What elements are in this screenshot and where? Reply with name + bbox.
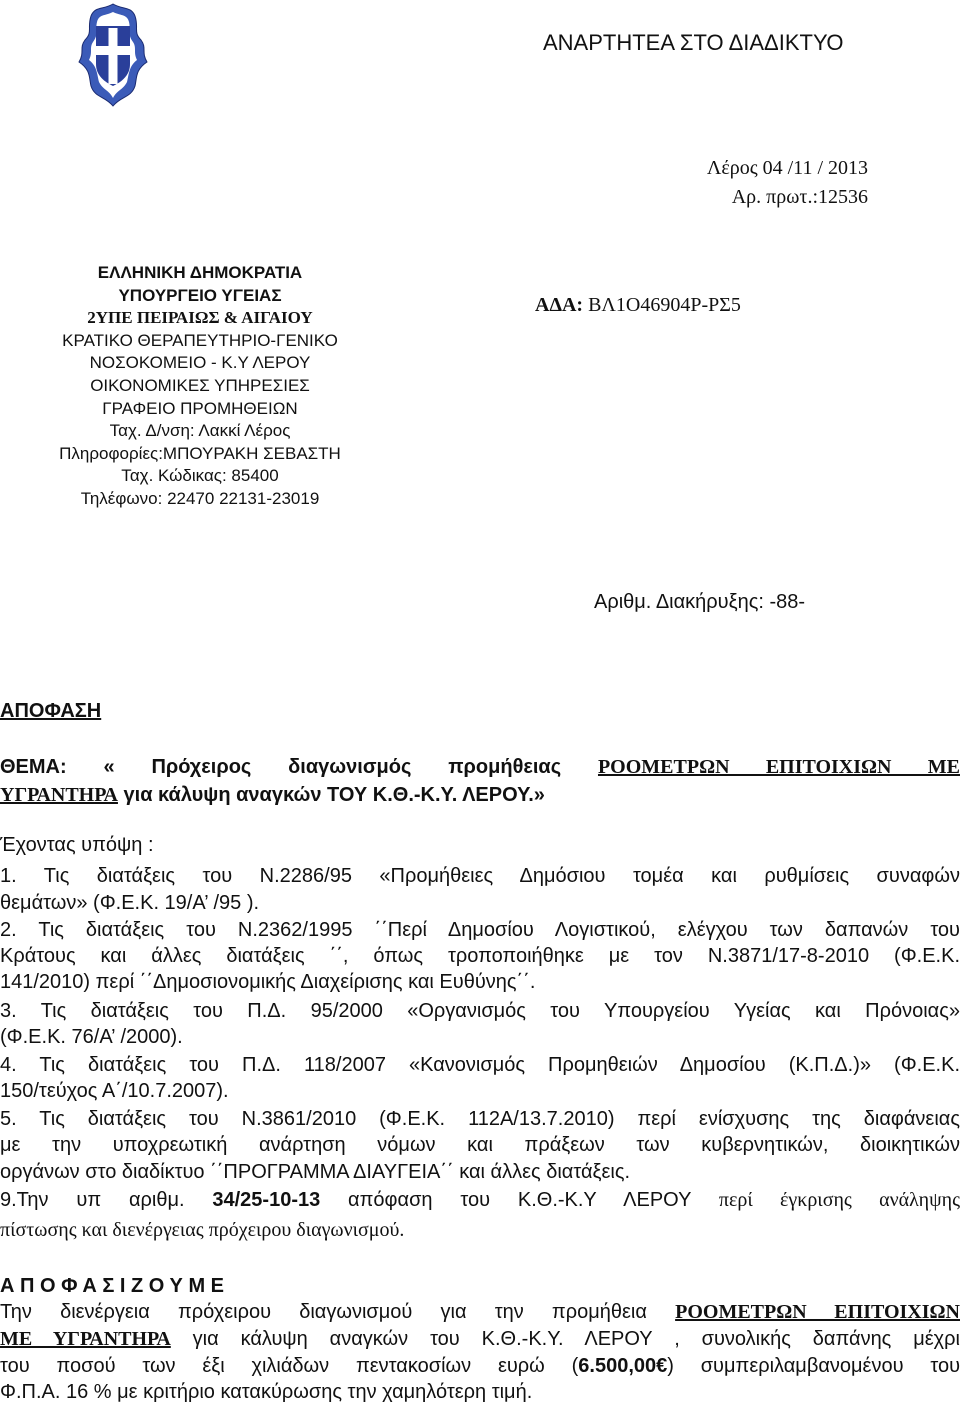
- item-9-line-2: πίστωσης και διενέργειας πρόχειρου διαγωνισμού.: [0, 1219, 405, 1241]
- decision-reference: 34/25-10-13: [212, 1189, 321, 1211]
- item-9-line-1: 9.Την υπ αριθμ. 34/25-10-13 απόφαση του Κ.Θ.-Κ.Υ ΛΕΡΟΥ περί έγκρισης ανάληψης: [0, 1189, 960, 1211]
- item-3-line-2: (Φ.Ε.Κ. 76/Α’ /2000).: [0, 1026, 183, 1048]
- ministry-line: ΚΡΑΤΙΚΟ ΘΕΡΑΠΕΥΤΗΡΙΟ-ΓΕΝΙΚΟ: [62, 330, 338, 350]
- phone-line: Τηλέφωνο: 22470 22131-23019: [80, 488, 320, 508]
- item-2-line-3: 141/2010) περί ΄΄Δημοσιονομικής Διαχείρισης και Ευθύνης΄΄.: [0, 971, 536, 993]
- decision-item: ΡΟΟΜΕΤΡΩΝ ΕΠΙΤΟΙΧΙΩΝ: [675, 1301, 960, 1323]
- subject-line-1: ΘΕΜΑ: « Πρόχειρος διαγωνισμός προμήθειας ΡΟΟΜΕΤΡΩΝ ΕΠΙΤΟΙΧΙΩΝ ΜΕ: [0, 756, 960, 778]
- item-5-line-3: οργάνων στο διαδίκτυο ΄΄ΠΡΟΓΡΑΜΜΑ ΔΙΑΥΓΕΙΑ΄΄ και άλλες διατάξεις.: [0, 1161, 631, 1183]
- postal-code-line: Ταχ. Κώδικας: 85400: [121, 466, 279, 486]
- item-4-line-2: 150/τεύχος Α΄/10.7.2007).: [0, 1080, 229, 1102]
- decision-line-3: του ποσού των έξι χιλιάδων πεντακοσίων ευρώ (6.500,00€) συμπεριλαμβανομένου του: [0, 1355, 960, 1377]
- protocol-number: Αρ. πρωτ.:12536: [731, 186, 868, 208]
- item-5-line-2: με την υποχρεωτική ανάρτηση νόμων και πράξεων των κυβερνητικών, διοικητικών: [0, 1134, 960, 1156]
- ada-value: ΒΛ1Ο46904Ρ-ΡΣ5: [588, 294, 741, 316]
- decision-heading: ΑΠΟΦΑΣΗ: [0, 700, 102, 722]
- decision-line-4: Φ.Π.Α. 16 % με κριτήριο κατακύρωσης την χαμηλότερη τιμή.: [0, 1381, 533, 1403]
- decision-line-1: Την διενέργεια πρόχειρου διαγωνισμού για την προμήθεια ΡΟΟΜΕΤΡΩΝ ΕΠΙΤΟΙΧΙΩΝ: [0, 1301, 960, 1323]
- item-4-line-1: 4. Τις διατάξεις του Π.Δ. 118/2007 «Κανονισμός Προμηθειών Δημοσίου (Κ.Π.Δ.)» (Φ.Ε.Κ.: [0, 1054, 960, 1076]
- address-line: Ταχ. Δ/νση: Λακκί Λέρος: [109, 421, 291, 441]
- document-date: Λέρος 04 /11 / 2013: [706, 157, 868, 179]
- considering-label: Έχοντας υπόψη :: [0, 834, 154, 856]
- item-5-line-1: 5. Τις διατάξεις του Ν.3861/2010 (Φ.Ε.Κ. 112Α/13.7.2010) περί ενίσχυσης της διαφάνειας: [0, 1108, 960, 1130]
- ministry-line: ΝΟΣΟΚΟΜΕΙΟ - Κ.Υ ΛΕΡΟΥ: [89, 353, 311, 373]
- greek-coat-of-arms-icon: [75, 2, 151, 108]
- subject-line-2: ΥΓΡΑΝΤΗΡΑ για κάλυψη αναγκών ΤΟΥ Κ.Θ.-Κ.Υ. ΛΕΡΟΥ.»: [0, 784, 545, 806]
- decision-item: ΜΕ ΥΓΡΑΝΤΗΡΑ: [0, 1328, 171, 1350]
- item-2-line-1: 2. Τις διατάξεις του Ν.2362/1995 ΄΄Περί Δημοσίου Λογιστικού, ελέγχου των δαπανών του: [0, 919, 960, 941]
- ministry-line: ΥΠΟΥΡΓΕΙΟ ΥΓΕΙΑΣ: [118, 285, 282, 305]
- ministry-line: ΕΛΛΗΝΙΚΗ ΔΗΜΟΚΡΑΤΙΑ: [97, 263, 303, 282]
- item-1-line-2: θεμάτων» (Φ.Ε.Κ. 19/Α’ /95 ).: [0, 892, 260, 914]
- contact-person-line: Πληροφορίες:ΜΠΟΥΡΑΚΗ ΣΕΒΑΣΤΗ: [59, 443, 341, 463]
- ada-line: [535, 294, 741, 317]
- subject-item: ΥΓΡΑΝΤΗΡΑ: [0, 784, 118, 806]
- decision-line-2: ΜΕ ΥΓΡΑΝΤΗΡΑ για κάλυψη αναγκών του Κ.Θ.-Κ.Υ. ΛΕΡΟΥ , συνολικής δαπάνης μέχρι: [0, 1328, 960, 1350]
- item-1-line-1: 1. Τις διατάξεις του Ν.2286/95 «Προμήθειες Δημόσιου τομέα και ρυθμίσεις συναφών: [0, 865, 960, 887]
- header-title: ΑΝΑΡΤΗΤΕΑ ΣΤΟ ΔΙΑΔΙΚΤΥΟ: [543, 30, 844, 55]
- ministry-block: [30, 262, 370, 511]
- ministry-line: 2ΥΠΕ ΠΕΙΡΑΙΩΣ & ΑΙΓΑΙΟΥ: [87, 308, 313, 328]
- ministry-line: ΟΙΚΟΝΟΜΙΚΕΣ ΥΠΗΡΕΣΙΕΣ: [90, 375, 310, 395]
- subject-item: ΡΟΟΜΕΤΡΩΝ ΕΠΙΤΟΙΧΙΩΝ ΜΕ: [597, 756, 960, 778]
- item-2-line-2: Κράτους και άλλες διατάξεις ΄΄, όπως τροποποιήθηκε με τον Ν.3871/17-8-2010 (Φ.Ε.Κ.: [0, 945, 960, 967]
- item-3-line-1: 3. Τις διατάξεις του Π.Δ. 95/2000 «Οργανισμός του Υπουργείου Υγείας και Πρόνοιας»: [0, 1000, 960, 1022]
- ada-label: ΑΔΑ:: [535, 294, 584, 316]
- tender-number: Αριθμ. Διακήρυξης: -88-: [594, 591, 806, 613]
- decision-amount: 6.500,00€: [578, 1355, 668, 1377]
- we-decide-heading: Α Π Ο Φ Α Σ Ι Ζ Ο Υ Μ Ε: [0, 1275, 224, 1297]
- ministry-line: ΓΡΑΦΕΙΟ ΠΡΟΜΗΘΕΙΩΝ: [102, 398, 298, 418]
